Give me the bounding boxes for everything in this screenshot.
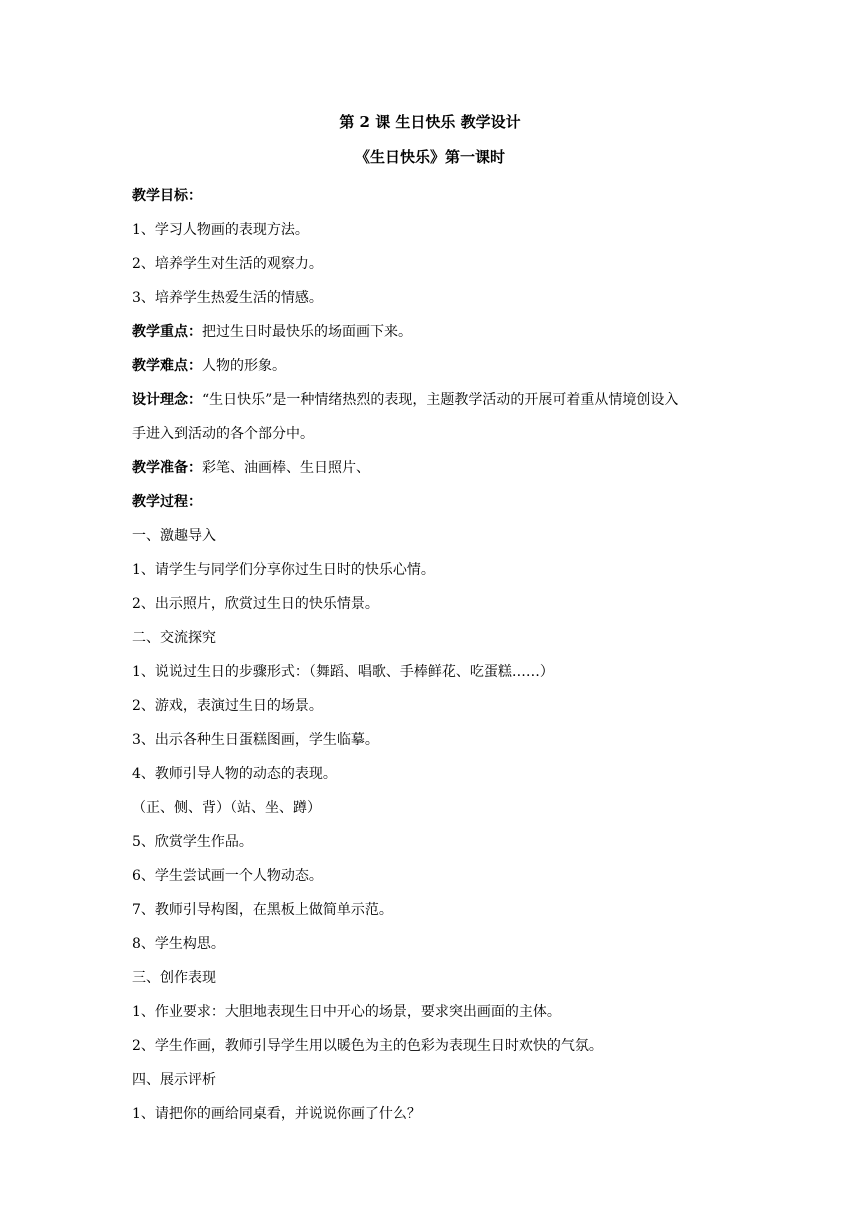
objective-item: 3、培养学生热爱生活的情感。 <box>132 290 323 306</box>
process-section-heading: 二、交流探究 <box>132 630 216 646</box>
concept-line <box>132 383 737 417</box>
preparation-line <box>132 451 737 485</box>
process-section-heading: 四、展示评析 <box>132 1072 216 1088</box>
key-point-text: 把过生日时最快乐的场面画下来。 <box>202 324 412 340</box>
preparation-label: 教学准备： <box>132 460 202 476</box>
difficulty-line <box>132 349 737 383</box>
process-section-heading: 一、激趣导入 <box>132 528 216 544</box>
process-section-heading: 三、创作表现 <box>132 970 216 986</box>
process-item: 6、学生尝试画一个人物动态。 <box>132 868 323 884</box>
document-subtitle: 《生日快乐》第一课时 <box>354 148 505 166</box>
concept-label: 设计理念： <box>132 392 202 408</box>
document-title: 第 2 课 生日快乐 教学设计 <box>339 113 521 131</box>
process-item: 4、教师引导人物的动态的表现。 <box>132 766 337 782</box>
document-body <box>132 179 737 1131</box>
process-item: 2、学生作画，教师引导学生用以暖色为主的色彩为表现生日时欢快的气氛。 <box>132 1038 603 1054</box>
process-heading: 教学过程： <box>132 494 202 510</box>
concept-text-line2: 手进入到活动的各个部分中。 <box>132 426 314 442</box>
preparation-text: 彩笔、油画棒、生日照片、 <box>202 460 370 476</box>
difficulty-text: 人物的形象。 <box>202 358 286 374</box>
process-item: 1、请把你的画给同桌看，并说说你画了什么？ <box>132 1106 421 1122</box>
objective-item: 2、培养学生对生活的观察力。 <box>132 256 323 272</box>
objectives-heading: 教学目标： <box>132 188 202 204</box>
process-item: 5、欣赏学生作品。 <box>132 834 253 850</box>
key-point-label: 教学重点： <box>132 324 202 340</box>
key-point-line <box>132 315 737 349</box>
process-item: 2、游戏，表演过生日的场景。 <box>132 698 323 714</box>
difficulty-label: 教学难点： <box>132 358 202 374</box>
process-item: 7、教师引导构图，在黑板上做简单示范。 <box>132 902 393 918</box>
process-item: 3、出示各种生日蛋糕图画，学生临摹。 <box>132 732 379 748</box>
process-item: 2、出示照片，欣赏过生日的快乐情景。 <box>132 596 379 612</box>
process-item: 8、学生构思。 <box>132 936 225 952</box>
process-item: 1、说说过生日的步骤形式：（舞蹈、唱歌、手棒鲜花、吃蛋糕……） <box>132 664 554 680</box>
process-item: 1、请学生与同学们分享你过生日时的快乐心情。 <box>132 562 435 578</box>
objective-item: 1、学习人物画的表现方法。 <box>132 222 309 238</box>
process-item: 1、作业要求：大胆地表现生日中开心的场景，要求突出画面的主体。 <box>132 1004 561 1020</box>
concept-text-line1: “生日快乐”是一种情绪热烈的表现，主题教学活动的开展可着重从情境创设入 <box>202 392 679 408</box>
process-item: （正、侧、背）（站、坐、蹲） <box>132 800 321 816</box>
